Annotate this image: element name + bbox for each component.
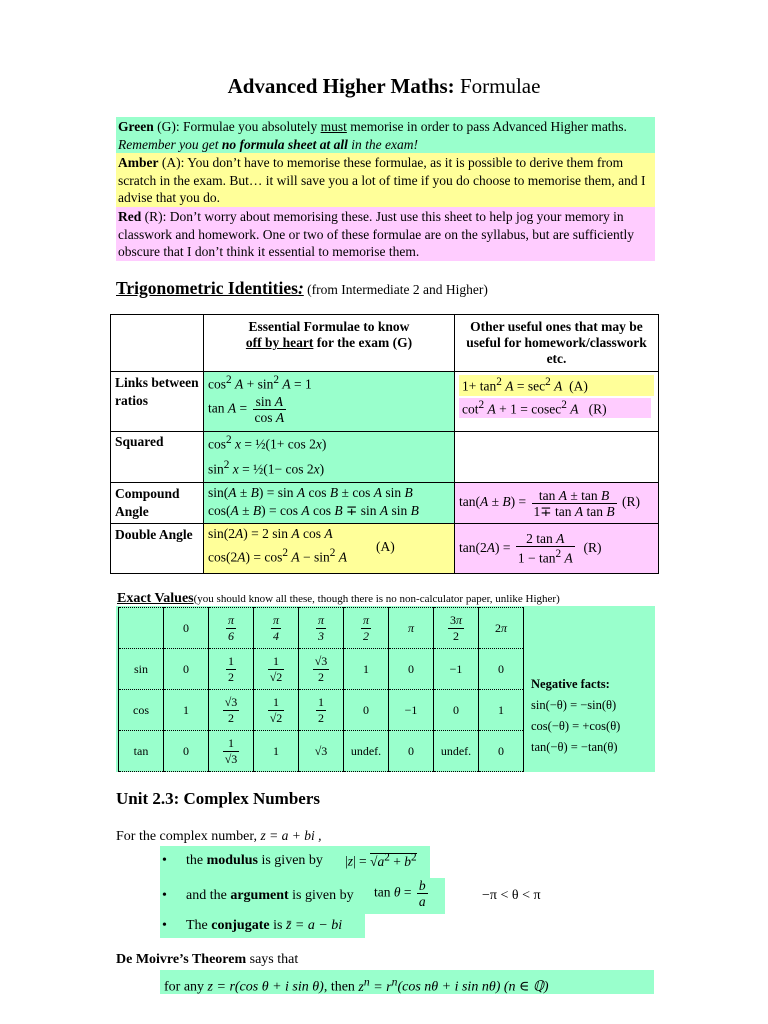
bullet-argument: • and the argument is given by tan θ = $\frac{b}{a}$	[160, 878, 445, 914]
color-legend	[116, 117, 655, 261]
exact-row-tan: tan 0 $\frac{1}{√3}$ 1 √3 undef. 0 undef. 0	[119, 731, 524, 772]
argument-range: −π < θ < π	[482, 888, 541, 903]
trig-table	[110, 314, 659, 574]
compound-other: tan(A ± B) = $\frac{\text{tan A ± tan B}}{\text{1∓ tan A tan B}}$ (R)	[455, 483, 659, 524]
title-bold: Advanced Higher Maths:	[227, 74, 455, 98]
row-label-squared: Squared	[111, 432, 204, 483]
title-normal: Formulae	[459, 74, 541, 98]
double-other: tan(2A) = $\frac{\text{2 tan A}}{1 - \tan^2 A}$ (R)	[455, 524, 659, 574]
col-header-other: Other useful ones that may be useful for homework/classwork etc.	[455, 315, 659, 372]
compound-formulas: sin(A ± B) = sin A cos B ± cos A sin B cos(A ± B) = cos A cos B ∓ sin A sin B	[204, 483, 455, 524]
unit-heading: Unit 2.3: Complex Numbers	[116, 789, 320, 808]
squared-formulas: $\cos^2 x$ = ½(1+ cos 2x) $\sin^2 x$ = ½(1− cos 2x)	[204, 432, 455, 483]
double-formulas: sin(2A) = 2 sin A cos A $\cos(2A) = \cos^2 A - \sin^2 A$ (A)	[204, 524, 455, 574]
links-other: $1+ \tan^2 A = \sec^2 A$ (A) $\cot^2 A + 1 = cosec^2$ A (R)	[455, 372, 659, 432]
row-label-links: Links between ratios	[111, 372, 204, 432]
exact-row-sin: sin 0 $\frac{1}{2}$ $\frac{1}{√2}$ $\frac{√3}{2}$ 1 0 −1 0	[119, 649, 524, 690]
trig-heading: Trigonometric Identities: (from Intermediate 2 and Higher)	[116, 278, 488, 298]
row-label-double: Double Angle	[111, 524, 204, 574]
bullet-conjugate: • The conjugate is z̄ = a − bi	[160, 914, 365, 938]
exact-values-table: 0 $\frac{\pi}{6}$ $\frac{\pi}{4}$ $\frac{\pi}{3}$ $\frac{\pi}{2}$ π $\frac{3\pi}{2}$ 2π sin 0 $\frac{1}{2}$ $\frac{1}{√2}$ $\frac{√3}{2}$ 1 0 −1 0 cos 1 $\frac{√3}{2}$ $\frac{1}{√2}$ $\frac{1}{2}$ 0 −1 0 1 tan 0 $\frac{1}{√3}$ 1 √3 undef. 0 undef. 0	[118, 607, 524, 772]
col-header-essential: Essential Formulae to know off by heart for the exam (G)	[204, 315, 455, 372]
demoivre-statement: De Moivre’s Theorem says that	[116, 952, 299, 967]
legend-green: Green (G): Formulae you absolutely must memorise in order to pass Advanced Higher maths. Remember you get no formula sheet at all in the exam!	[116, 117, 655, 153]
links-formulas: $\cos^2 A + \sin^2 A = 1$ tan A = $\frac{\text{sin A}}{\text{cos A}}$	[204, 372, 455, 432]
legend-amber: Amber (A): You don’t have to memorise these formulae, as it is possible to derive them from scratch in the exam. But… it will save you a lot of time if you do choose to memorise them, and I advise that you do.	[116, 153, 655, 207]
row-label-compound: Compound Angle	[111, 483, 204, 524]
exact-row-cos: cos 1 $\frac{√3}{2}$ $\frac{1}{√2}$ $\frac{1}{2}$ 0 −1 0 1	[119, 690, 524, 731]
bullet-modulus: • the modulus is given by $|z| = √a^2 + b^2$	[160, 846, 430, 878]
demoivre-formula: for any z = r(cos θ + i sin θ), then $z^n = r^n(\cos$ nθ + i sin nθ) (n ∈ ℚ)	[160, 970, 654, 994]
page-title	[0, 74, 768, 99]
exact-values-heading: Exact Values(you should know all these, though there is no non-calculator paper, unlike Higher)	[117, 591, 560, 606]
complex-intro: For the complex number, z = a + bi ,	[116, 828, 322, 844]
negative-facts: Negative facts: sin(−θ) = −sin(θ) cos(−θ) = +cos(θ) tan(−θ) = −tan(θ)	[531, 677, 621, 754]
legend-red: Red (R): Don’t worry about memorising these. Just use this sheet to help jog your memory in classwork and homework. One or two of these formulae are on the syllabus, but are sufficiently obscure that I don’t think it essential to memorise them.	[116, 207, 655, 261]
